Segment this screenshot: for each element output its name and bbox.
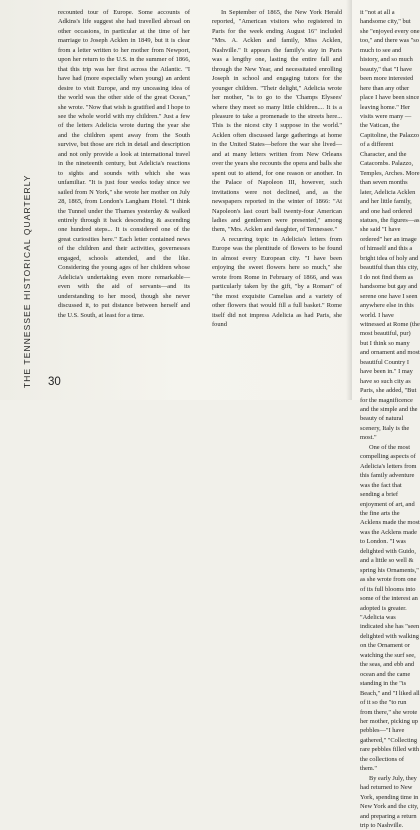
- paragraph: One of the most compelling aspects of Adelicia's letters from this family adventure was the fact that sending a brief enjoyment of art, and the fine arts the Acklens made the most was the Acklens made to London. "I was delighted with Guido, and a little so well & spring his Ornaments," as she wrote from one of its full blooms into some of the interest an adopted is greater. "Adelicia was indicated she has "seen delighted with walking on the Ornament or watching the surf see, the seas, and ebb and ocean and the came standing in the "is Beach," and "I liked all of it so the "to run from there," she wrote her mother, picking up pebbles—"I have gathered," "Collecting rare pebbles filled with the collections of them.": [360, 443, 420, 773]
- paragraph: By early July, they had returned to New York, spending time in New York and the city, and preparing a return trip to Nashville.: [360, 774, 419, 829]
- page-number: 30: [48, 376, 61, 388]
- text-column-left: [58, 8, 190, 380]
- text-column-middle: [212, 8, 342, 380]
- paragraph: recounted tour of Europe. Some accounts of Adkins's life suggest she had travelled abroad on other occasions, in particular at the time of her marriage to Joseph Acklen in 1849, but it is clear from a letter written to her mother from Newport, upon her return to the U.S. in the summer of 1866, that this trip was her first across the Atlantic. "I have had (more especially when young) an ardent desire to visit Europe, and my unceasing idea of the world was the other side of the great Ocean," she wrote. "Now that wish is gratified and I hope to see the whole world with my children." Just a few of the letters Adelicia wrote during the year she and the children spent away from the South survive, but those are rich in detail and description and not only provide a look at international travel in the nineteenth century, but Adelicia's reactions to sights and sounds with which she was unfamiliar. "It is just four weeks today since we sailed from N York," she wrote her mother on July 28, 1865, from London's Langham Hotel. "I think the Tunnel under the Thames yesterday & walked entirely through it back descending & ascending one hundred steps... It is considered one of the great curiosities here." Each letter contained news of the children and their activities, governesses engaged, schools attended, and the like. Considering the young ages of her children whose Adelicia's undertaking even more remarkable—even with the aid of servants—and its understanding to her mood, though she never discussed it, to put distance between herself and the U.S. South, at least for a time.: [58, 9, 190, 319]
- running-head: THE TENNESSEE HISTORICAL QUARTERLY: [22, 174, 32, 388]
- text-column-right: [360, 8, 420, 829]
- paragraph: A recurring topic in Adelicia's letters from Europe was the plentitude of flowers to be found in almost every European city. "I have been enjoying the sweet flowers here so much," she wrote from Rome in February of 1866, and was particularly taken by the gift, "by a Roman" of "the most exquisite Camelias and a variety of other flowers that would fill a full basket." Rome itself did not impress Adelicia as had Paris, she found: [212, 235, 342, 328]
- paragraph: it "not at all a handsome city," but she "enjoyed every one too," and there was "so much to see and history, and so much beauty," that "I have been more interested here than any other place I have been since leaving home." Her visits were many — the Vatican, the Capitoline, the Palazzo of a different Character, and the Catacombs. Palazzo, Temples, Arches. More than seven months later, Adelicia Acklen and her little family, and one had ordered statues, the figures—as she said "I have ordered" her an image of himself and this a bright idea of holy and beautiful than this city, I do not find them as handsome but gay and serene one have I seen anywhere else in this world. I have witnessed at Rome (the most beautiful, pur) but I think so many and ornament and most beautiful Country I have been in." I may have so such city as Paris, she added, "But for the magnificence and the simple and the beauty of natural scenery, Italy is the most.": [360, 9, 420, 442]
- paragraph: In September of 1865, the New York Herald reported, "American visitors who registered in Paris for the week ending August 16" included "Mrs. A. Acklen and family, Miss Acklen, Nashville." It appears the family's stay in Paris was a lengthy one, lasting the entire fall and through the New Year, and necessitated enrolling Joseph in school and engaging tutors for the younger children. "Their delight," Adelicia wrote her mother, "is to go to the 'Champs Elysees' where they meet so many little children.... It is a pleasure to take a promenade to the streets here... This is the nicest city I suppose in the world." Acklen often discussed large gatherings at home in the United States—before the war she lived—and at many letters written from New Orleans over the years she recounts the opera and balls she spent out to attend, for one reason or another. In the Palace of Napoleon III, however, such invitations were not declined, and, as the newspapers reported in the winter of 1866: "At Napoleon's last court ball twenty-four American ladies and gentlemen were presented," among them, "Mrs. Acklen and daughter, of Tennessee.": [212, 9, 342, 234]
